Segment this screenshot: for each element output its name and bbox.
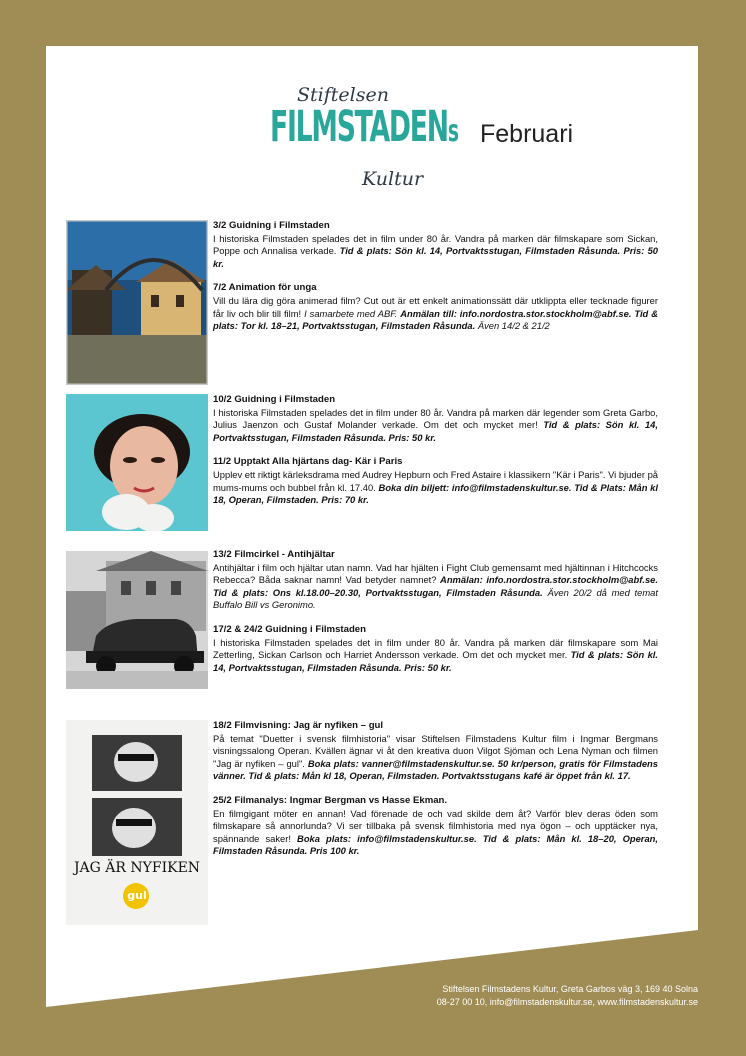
event-text: I historiska Filmstaden spelades det in film under 80 år. Vandra på marken där legender som Greta Garbo, Julius Jaenzon och Gustaf Molander verkade. Om det och mycket mer! (213, 406, 658, 431)
footer-address: Stiftelsen Filmstadens Kultur, Greta Garbos väg 3, 169 40 Solna (442, 984, 698, 994)
event-body (213, 407, 658, 445)
events-group-4 (213, 720, 658, 870)
event-body (213, 733, 658, 783)
event-title: 13/2 Filmcirkel - Antihjältar (213, 549, 335, 560)
event-item (213, 282, 658, 332)
jag-ar-nyfiken-poster (66, 720, 208, 925)
events-group-1 (213, 220, 658, 345)
event-title: 10/2 Guidning i Filmstaden (213, 394, 336, 405)
event-item (213, 795, 658, 858)
logo-suffix: s (447, 114, 458, 149)
events-group-2 (213, 394, 658, 519)
logo (268, 84, 478, 194)
event-text: Antihjältar i film och hjältar utan namn. Vad har hjälten i Fight Club gemensamt med hjältinnan i Hitchcocks Rebecca? Båda saknar namn! Vad betyder namnet? (213, 561, 658, 586)
event-info: Boka din biljett: info@filmstadenskultur.se. Tid & Plats: Mån kl 18, Operan, Filmstaden. Pris: 70 kr. (213, 481, 659, 506)
footer (437, 983, 698, 1009)
poster-title: JAG ÄR NYFIKEN (73, 860, 201, 876)
event-title: 25/2 Filmanalys: Ingmar Bergman vs Hasse Ekman. (213, 794, 448, 806)
poster-subtitle: gul (127, 889, 147, 902)
vintage-car-photo (66, 551, 208, 689)
event-text: En filmgigant möter en annan! Vad förenade de och vad skilde dem åt? Varför blev deras öden som filmskapare så annorlunda? Vi ser tillbaka på svensk filmhistoria med nya ögon – och upptäcker nya, spännande saker! (213, 807, 658, 844)
event-title: 7/2 Animation för unga (213, 282, 317, 294)
event-text: I historiska Filmstaden spelades det in film under 80 år. Vandra på marken där filmskapare som Mai Zetterling, Sickan Carlson och Harriet Andersson verkade. Om det och mycket mer. (213, 636, 658, 661)
event-item (213, 720, 658, 783)
event-info: Anmälan: info.nordostra.stor.stockholm@abf.se. Tid & plats: Ons kl.18.00–20.30, Portvaktsstugan, Filmstaden Råsunda. (213, 574, 658, 598)
event-extra: Även 20/2 då med temat Buffalo Bill vs Geronimo. (213, 586, 658, 611)
event-item (213, 456, 658, 506)
event-body (213, 469, 658, 507)
event-body (213, 808, 658, 858)
audrey-hepburn-photo (66, 394, 208, 531)
event-title: 18/2 Filmvisning: Jag är nyfiken – gul (213, 720, 384, 731)
event-title: 17/2 & 24/2 Guidning i Filmstaden (213, 623, 367, 635)
month-title: Februari (480, 120, 574, 148)
event-body (213, 295, 658, 333)
event-body (213, 637, 658, 675)
event-italic: I samarbete med ABF. (304, 307, 401, 319)
event-text: Upplev ett riktigt kärleksdrama med Audrey Hepburn och Fred Astaire i klassikern "Kär i Paris". Vi bjuder på mums-mums och bubbel från kl. 17.40. (213, 468, 658, 493)
footer-contact: 08-27 00 10, info@filmstadenskultur.se, www.filmstadenskultur.se (436, 997, 698, 1007)
event-item (213, 549, 658, 612)
filmstaden-gate-photo (66, 220, 208, 385)
logo-main: FILMSTADEN (270, 102, 448, 152)
logo-script-top: Stiftelsen (297, 84, 389, 106)
event-info: Tid & plats: Sön kl. 14, Portvaktsstugan, Filmstaden Råsunda. Pris: 50 kr. (213, 649, 658, 673)
event-extra: Även 14/2 & 21/2 (475, 320, 550, 332)
event-info: Tid & plats: Sön kl. 14, Portvaktsstugan, Filmstaden Råsunda. Pris: 50 kr. (213, 245, 659, 269)
event-title: 11/2 Upptakt Alla hjärtans dag- Kär i Paris (213, 456, 403, 468)
event-item (213, 220, 658, 270)
event-body (213, 562, 658, 612)
event-item (213, 624, 658, 674)
event-text: Vill du lära dig göra animerad film? Cut out är ett enkelt animationssätt där utklippta eller tecknade figurer får liv och blir till film! (213, 294, 658, 319)
event-text: I historiska Filmstaden spelades det in film under 80 år. Vandra på marken där filmskapare som Sickan, Poppe och Annalisa verkade. (213, 232, 658, 257)
event-info: Tid & plats: Sön kl. 14, Portvaktsstugan, Filmstaden Råsunda. Pris: 50 kr. (213, 419, 658, 443)
event-title: 3/2 Guidning i Filmstaden (213, 220, 330, 231)
event-item (213, 394, 658, 444)
logo-wordmark (270, 102, 458, 152)
event-info: Boka plats: vanner@filmstadenskultur.se. 50 kr/person, gratis för Filmstadens vänner. Tid & plats: Mån kl 18, Operan, Filmstaden. Portvaktsstugans kafé är öppet från kl. 17. (213, 757, 658, 782)
event-text: På temat "Duetter i svensk filmhistoria" visar Stiftelsen Filmstadens Kultur film i Ingmar Bergmans visningssalong Operan. Kvällen ägnar vi åt den kreativa duon Vilgot Sjöman och Lena Nyman och filmen "Jag är nyfiken – gul". (213, 732, 658, 769)
event-body (213, 233, 658, 271)
event-info: Boka plats: info@filmstadenskultur.se. Tid & plats: Mån kl. 18–20, Operan, Filmstaden Råsunda. Pris 100 kr. (213, 832, 658, 857)
logo-script-bottom: Kultur (362, 168, 424, 190)
event-info: Anmälan till: info.nordostra.stor.stockholm@abf.se. Tid & plats: Tor kl. 18–21, Portvaktsstugan, Filmstaden Råsunda. (213, 307, 658, 332)
events-group-3 (213, 549, 658, 686)
